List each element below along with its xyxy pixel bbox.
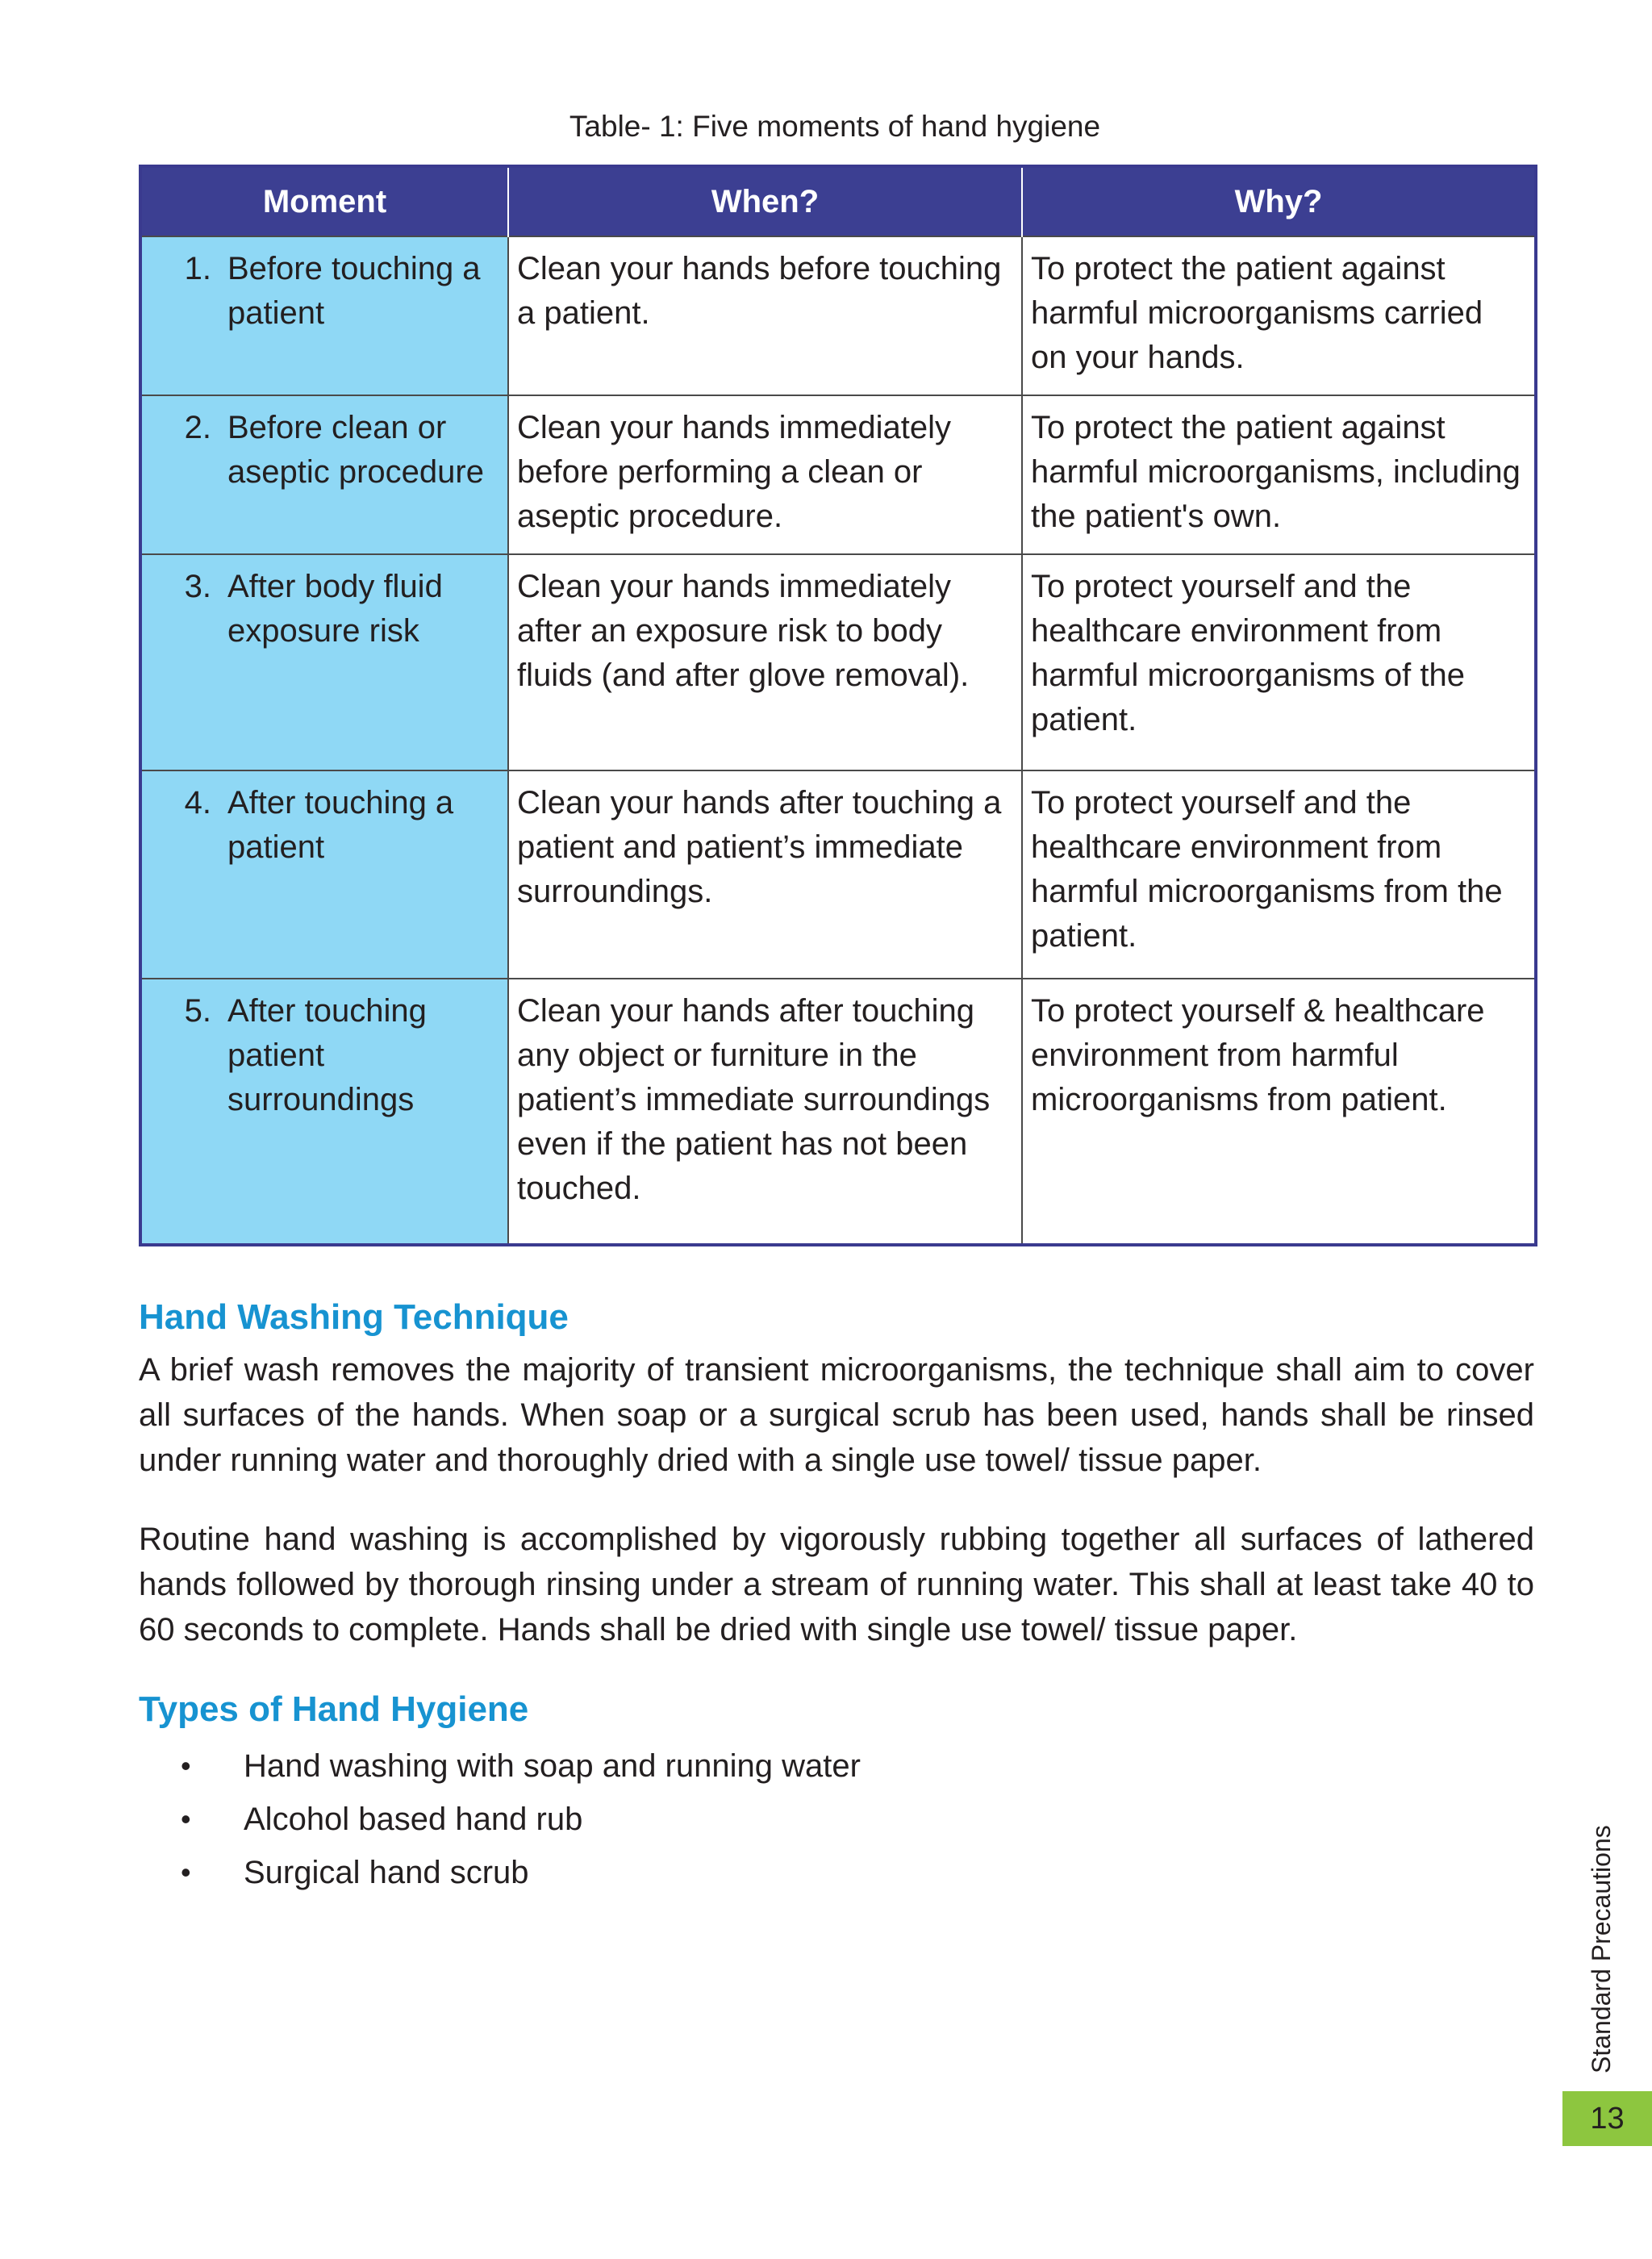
when-cell: Clean your hands after touching a patient and patient’s immediate surroundings. [508,770,1022,979]
hand-washing-paragraph-1: A brief wash removes the majority of transient microorganisms, the technique shall aim to cover all surfaces of the hands. When soap or a surgical scrub has been used, hands shall be rinsed under running water and thoroughly dried with a single use towel/ tissue paper. [139,1352,1534,1478]
list-item-text: Alcohol based hand rub [244,1801,583,1837]
when-cell: Clean your hands after touching any object or furniture in the patient’s immediate surroundings even if the patient has not been touched. [508,979,1022,1245]
moment-text: After touching patient surroundings [227,993,427,1117]
moment-text: After touching a patient [227,785,454,865]
header-moment: Moment [140,166,508,236]
moment-cell [140,554,508,770]
when-cell: Clean your hands immediately after an exposure risk to body fluids (and after glove removal). [508,554,1022,770]
moment-number: 1. [184,251,211,286]
header-when: When? [508,166,1022,236]
why-cell: To protect yourself & healthcare environment from harmful microorganisms from patient. [1022,979,1536,1245]
five-moments-table [139,165,1537,1246]
section-side-label: Standard Precautions [1587,1825,1616,2073]
list-item-text: Surgical hand scrub [244,1854,529,1890]
why-cell: To protect yourself and the healthcare environment from harmful microorganisms of the patient. [1022,554,1536,770]
list-item-text: Hand washing with soap and running water [244,1747,861,1784]
moment-text: Before clean or aseptic procedure [227,410,484,490]
why-cell: To protect the patient against harmful microorganisms, including the patient's own. [1022,395,1536,554]
list-item [139,1739,861,1793]
why-cell: To protect yourself and the healthcare environment from harmful microorganisms from the patient. [1022,770,1536,979]
page-number: 13 [1562,2091,1652,2146]
table-row [140,395,1536,554]
moment-number: 5. [184,993,211,1029]
hand-washing-heading: Hand Washing Technique [139,1297,569,1337]
table-row [140,554,1536,770]
moment-number: 4. [184,785,211,821]
moment-number: 3. [184,569,211,604]
header-why: Why? [1022,166,1536,236]
hand-washing-paragraph-2: Routine hand washing is accomplished by vigorously rubbing together all surfaces of lathered hands followed by thorough rinsing under a stream of running water. This shall at least take 40 to 60 seconds to complete. Hands shall be dried with single use towel/ tissue paper. [139,1522,1534,1647]
types-list [139,1739,861,1899]
when-cell: Clean your hands immediately before performing a clean or aseptic procedure. [508,395,1022,554]
table-caption: Table- 1: Five moments of hand hygiene [569,110,1101,143]
bullet-icon: • [181,1802,191,1835]
moment-cell [140,979,508,1245]
moment-cell [140,770,508,979]
table-header-row [140,166,1536,236]
bullet-icon: • [181,1749,191,1782]
why-cell: To protect the patient against harmful microorganisms carried on your hands. [1022,236,1536,395]
table-row [140,236,1536,395]
moment-cell [140,395,508,554]
moment-text: After body fluid exposure risk [227,569,443,649]
table-row [140,979,1536,1245]
bullet-icon: • [181,1856,191,1889]
types-heading: Types of Hand Hygiene [139,1689,529,1729]
when-cell: Clean your hands before touching a patient. [508,236,1022,395]
moment-text: Before touching a patient [227,251,481,331]
list-item [139,1846,861,1899]
moment-number: 2. [184,410,211,445]
moment-cell [140,236,508,395]
list-item [139,1793,861,1846]
table-row [140,770,1536,979]
